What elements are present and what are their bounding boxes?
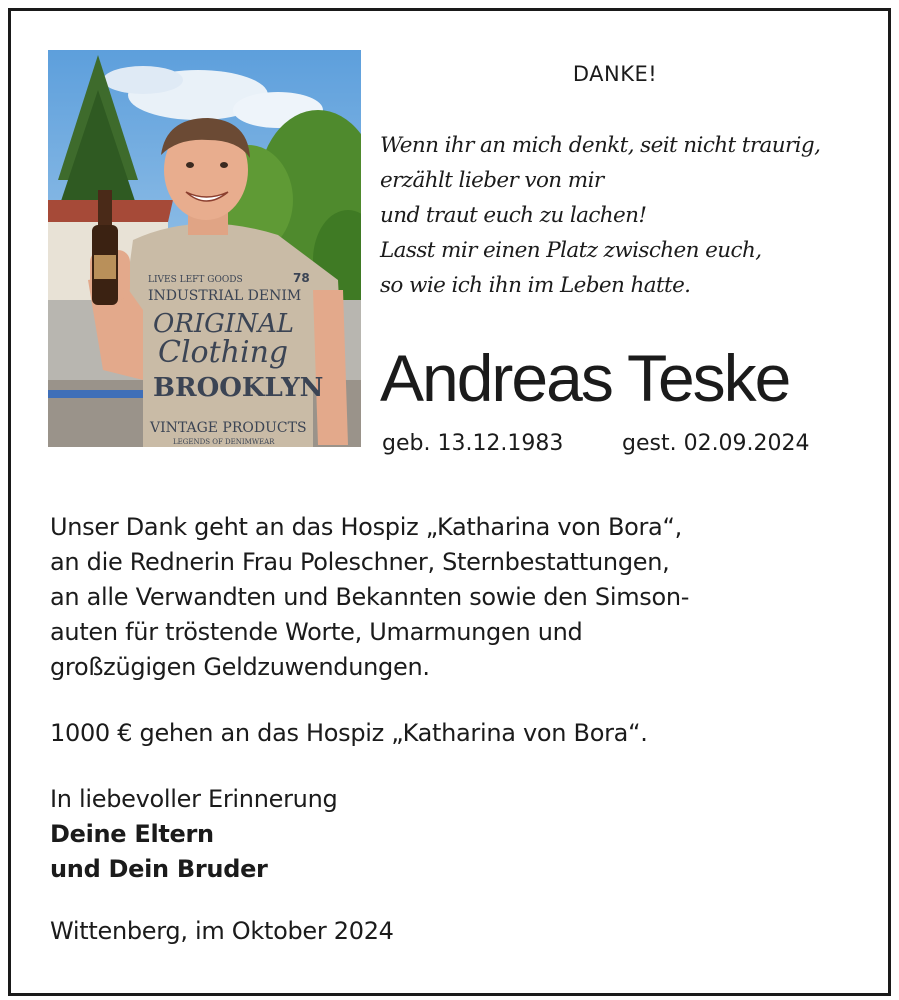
poem-line: Wenn ihr an mich denkt, seit nicht traurig,: [380, 133, 821, 158]
thanks-line: Unser Dank geht an das Hospiz „Katharina von Bora“,: [50, 513, 682, 541]
shirt-print-line1: LIVES LEFT GOODS: [148, 275, 243, 285]
donation-note: 1000 € gehen an das Hospiz „Katharina von Bora“.: [50, 719, 648, 747]
signers-line-1: Deine Eltern: [50, 820, 214, 848]
thanks-line: an die Rednerin Frau Poleschner, Sternbestattungen,: [50, 548, 670, 576]
poem-line: so wie ich ihn im Leben hatte.: [380, 273, 691, 298]
shirt-print-number: 78: [293, 271, 310, 285]
portrait-photo: [48, 50, 361, 447]
danke-heading: DANKE!: [572, 62, 658, 86]
shirt-print-line3: ORIGINAL: [153, 309, 294, 339]
poem-line: und traut euch zu lachen!: [380, 203, 647, 228]
shirt-print-line4: Clothing: [158, 335, 289, 370]
thanks-paragraph: [50, 510, 850, 685]
thanks-line: an alle Verwandten und Bekannten sowie den Simson-: [50, 583, 690, 611]
life-dates: [382, 428, 862, 460]
shirt-print-line5: BROOKLYN: [153, 373, 324, 403]
signers-line-2: und Dein Bruder: [50, 855, 268, 883]
death-date: gest. 02.09.2024: [622, 431, 810, 456]
shirt-print-line7: LEGENDS OF DENIMWEAR: [173, 438, 275, 446]
poem: [380, 128, 870, 303]
poem-line: erzählt lieber von mir: [380, 168, 604, 193]
deceased-name: Andreas Teske: [380, 341, 790, 415]
place-date: Wittenberg, im Oktober 2024: [50, 917, 394, 945]
thanks-line: großzügigen Geldzuwendungen.: [50, 653, 430, 681]
poem-line: Lasst mir einen Platz zwischen euch,: [380, 238, 762, 263]
shirt-print-line2: INDUSTRIAL DENIM: [148, 288, 302, 304]
thanks-line: auten für tröstende Worte, Umarmungen und: [50, 618, 583, 646]
birth-date: geb. 13.12.1983: [382, 431, 564, 456]
closing-intro: In liebevoller Erinnerung: [50, 785, 338, 813]
closing-block: [50, 782, 650, 887]
shirt-print-line6: VINTAGE PRODUCTS: [150, 420, 307, 436]
